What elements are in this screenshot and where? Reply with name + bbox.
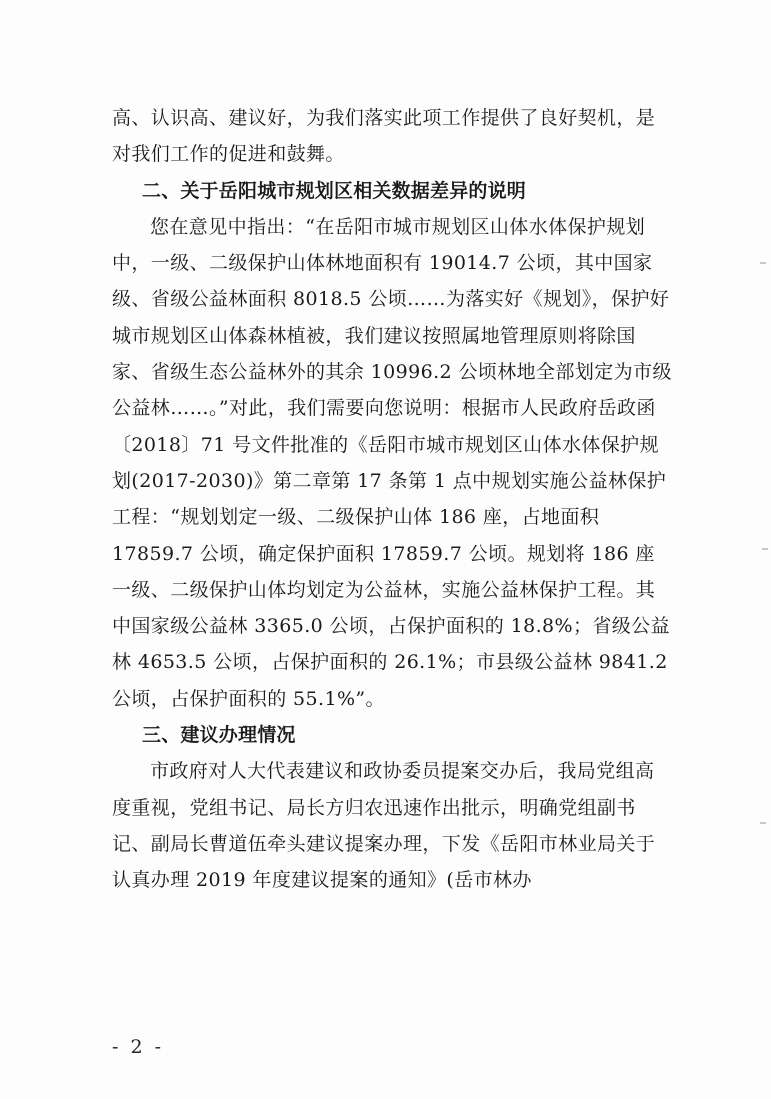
paragraph-intro: 高、认识高、建议好，为我们落实此项工作提供了良好契机，是对我们工作的促进和鼓舞。 xyxy=(112,107,656,166)
page-number: - 2 - xyxy=(112,1036,165,1058)
paragraph-data-explanation: 您在意见中指出：“在岳阳市城市规划区山体水体保护规划中，一级、二级保护山体林地面积有 19014.7 公顷，其中国家级、省级公益林面积 8018.5 公顷……为落实好《规划》，保护好城市规划区山体森林植被，我们建议按照属地管理原则将除国家、省级生态公益林外的其余 10996.2 公顷林地全部划定为市级公益林……。”对此，我们需要向您说明：根据市人民政府岳政函〔2018〕71 号文件批准的《岳阳市城市规划区山体水体保护规划(2017-2030)》第二章第 17 条第 1 点中规划实施公益林保护工程：“规划划定一级、二级保护山体 186 座，占地面积 17859.7 公顷，确定保护面积 17859.7 公顷。规划将 186 座一级、二级保护山体均划定为公益林，实施公益林保护工程。其中国家级公益林 3365.0 公顷，占保护面积的 18.8%；省级公益林 4653.5 公顷，占保护面积的 26.1%；市县级公益林 9841.2 公顷，占保护面积的 55.1%”。 xyxy=(112,215,672,710)
section-heading-3: 三、建议办理情况 xyxy=(142,724,296,747)
paragraph-handling-status: 市政府对人大代表建议和政协委员提案交办后，我局党组高度重视，党组书记、局长方归农迅速作出批示，明确党组副书记、副局长曹道伍牵头建议提案办理，下发《岳阳市林业局关于认真办理 2019 年度建议提案的通知》(岳市林办 xyxy=(112,760,656,892)
scan-edge-mark xyxy=(762,548,768,550)
section-heading-2: 二、关于岳阳城市规划区相关数据差异的说明 xyxy=(142,179,527,202)
scan-edge-mark xyxy=(760,262,766,264)
document-body xyxy=(112,100,672,899)
scan-edge-mark xyxy=(760,822,766,824)
